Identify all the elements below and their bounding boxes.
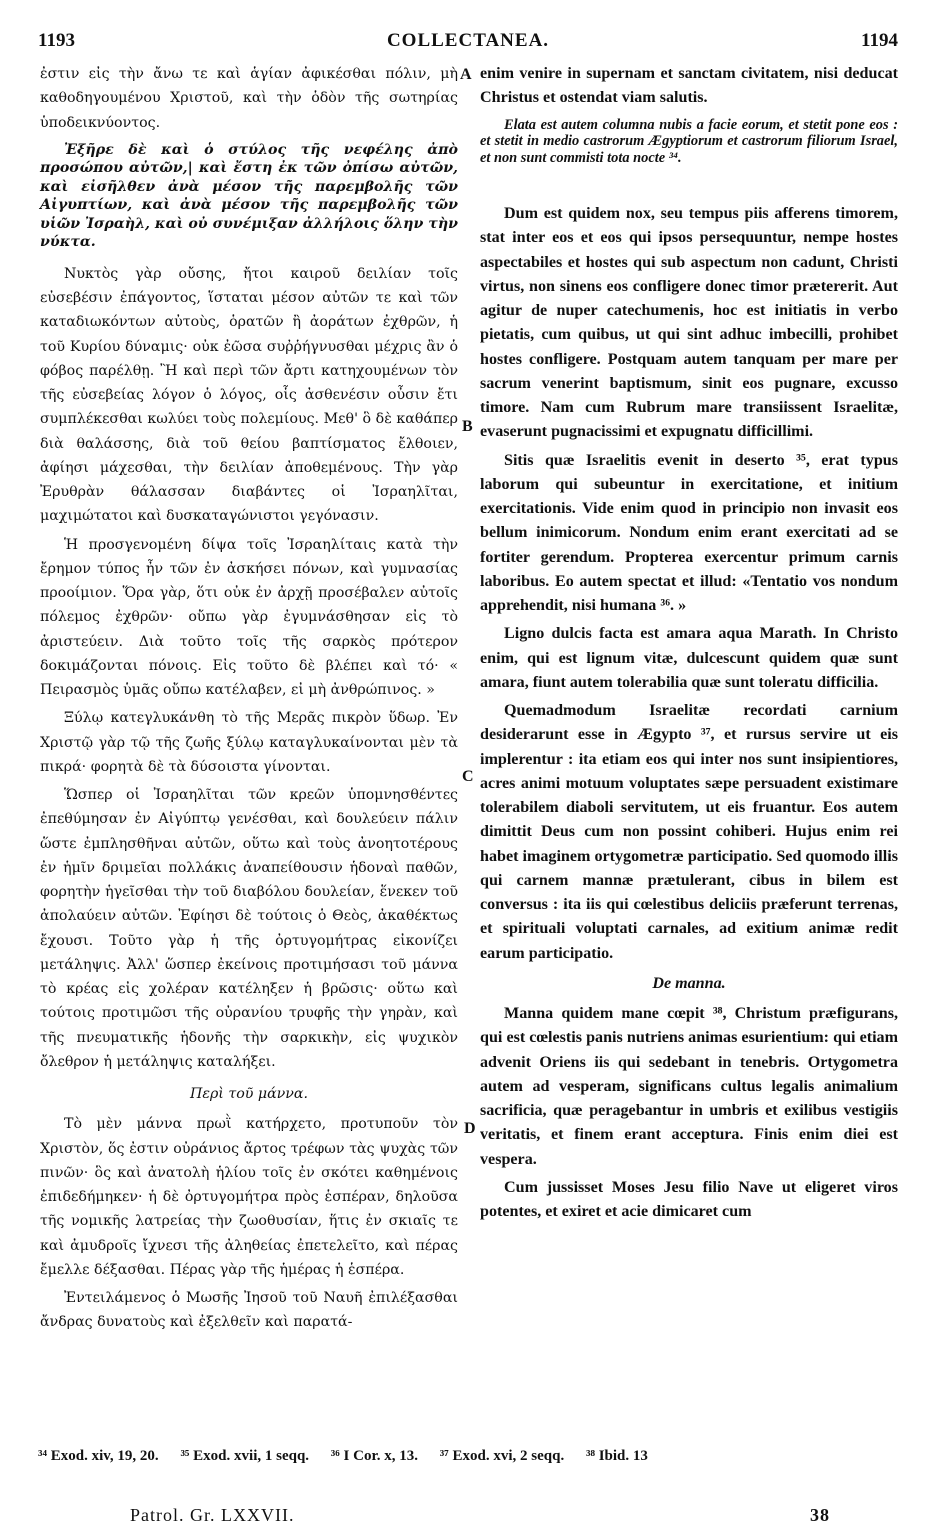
margin-mark-b: B <box>462 418 473 435</box>
latin-paragraph: Quemadmodum Israelitæ recordati carnium desiderarunt esse in Ægypto ³⁷, et rursus servire ut eis implerentur : ita etiam eos qui inter nos sunt insipientiores, acres animi motuum voluptates sæpe persuadent existimare tolerabilem diaboli servitutem, ut eis fruantur. Eos autem dimittit Deus cum non possint cohiberi. Hujus enim rei habet imaginem ortygometræ participatio. Sed quomodo illis qui carnem mannæ prætulerant, cibus in bilem est conversus : ita iis qui cœlestibus deliciis præferunt terrenas, et spirituali voluptati carnales, ad exitium animæ redit earum participatio. <box>480 702 898 962</box>
running-title: COLLECTANEA. <box>386 30 550 51</box>
greek-section-title: Περὶ τοῦ μάννα. <box>189 1086 309 1102</box>
greek-paragraph: Τὸ μὲν μάννα πρωῒ κατήρχετο, προτυποῦν τὸν Χριστὸν, ὅς ἐστιν οὐράνιος ἄρτος τρέφων τὰς ψυχὰς τῶν πινῶν· ὃς καὶ ἀνατολὴ ἡλίου τοῖς ἐν σκότει καθημένοις ἐπιδεδήμηκεν· ἡ δὲ ὀρτυγομήτρα πρὸς ἑσπέραν, δηλοῦσα τῆς νομικῆς λατρείας τὴν ζωοθυσίαν, ἥτις ἐν σκιαῖς τε καὶ ἀμυδροῖς ἴχνεσι τῆς ἀληθείας ἐπετελεῖτο, καὶ πέρας ἔμελλε δέξασθαι. Πέρας γὰρ τῆς ἡμέρας ἡ ἑσπέρα. <box>40 1116 458 1278</box>
footnote-35: ³⁵ Exod. xvii, 1 seqq. <box>180 1448 310 1464</box>
gathering-number: 38 <box>810 1505 830 1525</box>
footnote-36: ³⁶ I Cor. x, 13. <box>330 1448 418 1464</box>
column-number-left: 1193 <box>38 30 75 51</box>
greek-paragraph: Ἐντειλάμενος ὁ Μωσῆς Ἰησοῦ τοῦ Ναυῆ ἐπιλέξασθαι ἄνδρας δυνατοὺς καὶ ἐξελθεῖν καὶ παρατά- <box>40 1290 458 1331</box>
latin-section-title: De manna. <box>652 974 726 992</box>
column-number-right: 1194 <box>861 30 898 51</box>
latin-paragraph: enim venire in supernam et sanctam civitatem, nisi deducat Christus et ostendat viam salutis. <box>480 65 898 107</box>
greek-scripture-quote: Ἐξῆρε δὲ καὶ ὁ στύλος τῆς νεφέλης ἀπὸ προσώπου αὐτῶν,| καὶ ἔστη ἐκ τῶν ὀπίσω αὐτῶν, καὶ εἰσῆλθεν ἀνὰ μέσον τῆς παρεμβολῆς τῶν Αἰγυπτίων, καὶ ἀνὰ μέσον τῆς παρεμβολῆς τῶν υἱῶν Ἰσραὴλ, καὶ οὐ συνέμιξαν ἀλλήλοις ὅλην τὴν νύκτα. <box>40 141 458 251</box>
margin-mark-c: C <box>462 768 474 785</box>
greek-paragraph: Ἡ προσγενομένη δίψα τοῖς Ἰσραηλίταις κατὰ τὴν ἔρημον τύπος ἦν τῶν ἐν ἀσκήσει πόνων, καὶ γυμνασίας προοίμιον. Ὅρα γὰρ, ὅτι οὐκ ἐν ἀρχῇ προσέβαλεν αὐτοῖς πόλεμος ἐχθρῶν· οὔπω γὰρ ἐγυμνάσθησαν εἰς τὸ ἀριστεύειν. Διὰ τοῦτο τοῖς τῆς σαρκὸς πρότερον δοκιμάζονται πόνοις. Εἰς τοῦτο δὲ βλέπει καὶ τό· « Πειρασμὸς ὑμᾶς οὔπω κατέλαβεν, εἰ μὴ ἀνθρώπινος. » <box>40 536 458 698</box>
latin-paragraph: Cum jussisset Moses Jesu filio Nave ut eligeret viros potentes, et exiret et acie dimicaret cum <box>480 1178 898 1220</box>
footnote-34: ³⁴ Exod. xiv, 19, 20. <box>38 1448 159 1464</box>
greek-paragraph: Νυκτὸς γὰρ οὔσης, ἤτοι καιροῦ δειλίαν τοῖς εὐσεβέσιν ἐπάγοντος, ἵσταται μέσον αὐτῶν τε καὶ τῶν καταδιωκόντων αὐτοὺς, ὁρατῶν ἢ ἀοράτων ἐχθρῶν, ἡ τοῦ Κυρίου δύναμις· οὐκ ἐῶσα συῤῥήγνυσθαι μέχρις ἂν ὁ φόβος παρέλθῃ. Ἢ καὶ περὶ τῶν ἄρτι κατηχουμένων τὸν τῆς εὐσεβείας λόγον ὁ λόγος, οἷς ἀσθενέσιν οὖσιν ἔτι συμπλέκεσθαι κωλύει τοὺς πολεμίους. Μεθ' ὃ δὲ καθάπερ διὰ θαλάσσης, διὰ τοῦ θείου βαπτίσματος ἔλθοιεν, ἀφίησι μάχεσθαι, τὴν δειλίαν ἀποθεμένους. Τὴν γὰρ Ἐρυθρὰν θάλασσαν διαβάντες οἱ Ἰσραηλῖται, μαχιμώτατοι καὶ δυσκαταγώνιστοι γεγόνασιν. <box>40 265 458 525</box>
latin-paragraph: Sitis quæ Israelitis evenit in deserto ³⁵, erat typus laborum qui subeuntur in exercitatione, et initium exercitationis. Vide enim quod in principio non invasit eos bellum inimicorum. Nondum enim erant exercitati ad se fortiter gerendum. Propterea exercentur primum carnis laboribus. Eo autem spectat et illud: «Tentatio vos nondum apprehendit, nisi humana ³⁶. » <box>480 451 898 614</box>
footnote-38: ³⁸ Ibid. 13 <box>585 1448 648 1464</box>
footnote-37: ³⁷ Exod. xvi, 2 seqq. <box>439 1448 565 1464</box>
greek-column <box>40 62 458 1339</box>
latin-column <box>480 62 898 1228</box>
page-footer <box>130 1505 830 1526</box>
greek-paragraph: Ὥσπερ οἱ Ἰσραηλῖται τῶν κρεῶν ὑπομνησθέντες ἐπεθύμησαν ἐν Αἰγύπτῳ γενέσθαι, καὶ δουλεύειν πάλιν ὥστε ἐμπλησθῆναι αὐτῶν, οὕτω καὶ τοὺς ἀνοητοτέρους ἐν ἡμῖν δριμεῖαι πολλάκις ἀναπείθουσιν ἡδοναὶ παθῶν, φορητὴν ἡγεῖσθαι τὴν τοῦ διαβόλου δουλείαν, ἕνεκεν τοῦ ἀπολαύειν αὐτῶν. Ἐφίησι δὲ τούτοις ὁ Θεὸς, ἀκαθέκτως ἔχουσι. Τοῦτο γὰρ ἡ τῆς ὀρτυγομήτρας εἰκονίζει μετάληψις. Ἀλλ' ὥσπερ ἐκείνοις προτιμήσασι τοῦ μάννα τὸ κρέας εἰς χολέραν κατέληξεν ἡ βρῶσις· οὕτω καὶ τούτοις προτιμῶσι τῆς οὐρανίου τρυφῆς τὴν γηρὰν, καὶ τῆς πνευματικῆς ἡδονῆς τὴν σαρκικὴν, εἰς ψυχικὸν ὄλεθρον ἡ μετάληψις καταλήξει. <box>40 787 458 1070</box>
page-header <box>38 30 898 56</box>
latin-scripture-quote: Elata est autem columna nubis a facie eorum, et stetit pone eos : et stetit in medio castrorum Ægyptiorum et castrorum filiorum Israel, et non sunt commisti tota nocte ³⁴. <box>480 116 898 166</box>
margin-mark-d: D <box>464 1120 476 1137</box>
greek-paragraph: ἐστιν εἰς τὴν ἄνω τε καὶ ἁγίαν ἀφικέσθαι πόλιν, μὴ καθοδηγουμένου Χριστοῦ, καὶ τὴν ὁδὸν τῆς σωτηρίας ὑποδεικνύοντος. <box>40 66 458 131</box>
volume-signature: Patrol. Gr. LXXVII. <box>130 1505 295 1525</box>
latin-paragraph: Ligno dulcis facta est amara aqua Marath. In Christo enim, qui est lignum vitæ, dulcescunt quidem quæ sunt amara, fiunt autem tolerabilia quæ sunt toleratu difficilia. <box>480 625 898 691</box>
margin-mark-a: A <box>460 66 472 83</box>
footnotes <box>38 1446 908 1466</box>
latin-paragraph: Dum est quidem nox, seu tempus piis afferens timorem, stat inter eos et eos qui ipsos persequuntur, nempe hostes aspectabiles et hostes qui sub aspectum non cadunt, Christi virtus, non sinens eos confligere donec timor prætererit. Aut agitur de nuper catechumenis, hoc est initiatis in verbo pietatis, cum quibus, ut qui sint adhuc imbecilli, prohibet hostes confligere. Postquam autem tanquam per mare per sacrum venerint baptismum, sinit eos pugnare, excusso timore. Nam cum Rubrum mare transiissent Israelitæ, evaserunt pugnacissimi et expugnatu difficillimi. <box>480 205 898 441</box>
greek-paragraph: Ξύλῳ κατεγλυκάνθη τὸ τῆς Μερᾶς πικρὸν ὕδωρ. Ἐν Χριστῷ γὰρ τῷ τῆς ζωῆς ξύλῳ καταγλυκαίνονται μὲν τὰ πικρά· φορητὰ δὲ τὰ δύσοιστα γίνονται. <box>40 710 458 775</box>
latin-paragraph: Manna quidem mane cœpit ³⁸, Christum præfigurans, qui est cœlestis panis nutriens animas esurientium: qui etiam advenit Oriens iis qui sedebant in tenebris. Ortygometra autem ad vesperam, significans cultus legalis animalium sacrificia, quæ peragebantur in umbris et exilibus vestigiis veritatis, et finem erant acceptura. Finis enim diei est vespera. <box>480 1005 898 1168</box>
